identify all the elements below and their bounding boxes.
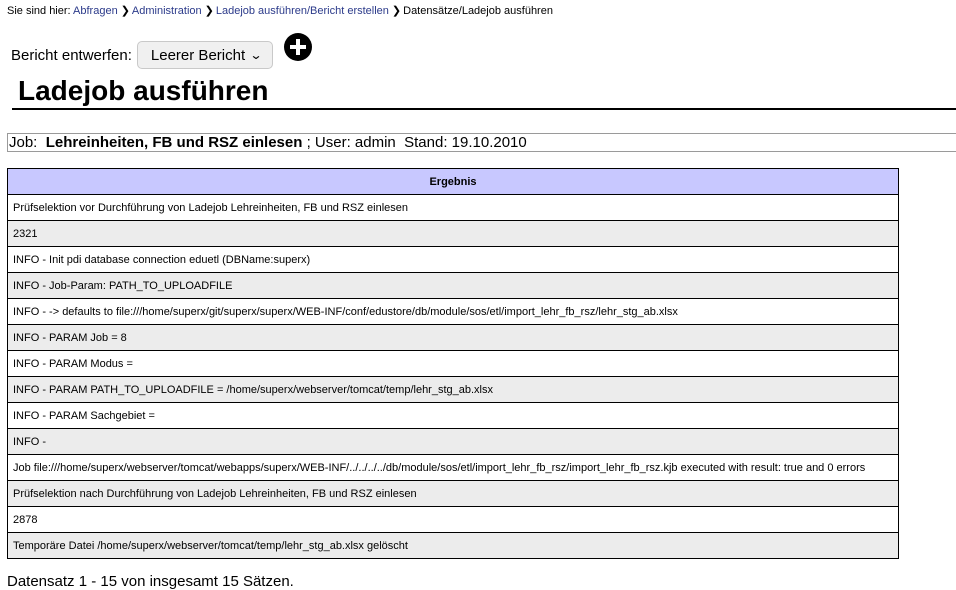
table-row [8,273,899,299]
chevron-right-icon: ❯ [204,5,214,17]
table-cell: INFO - [8,429,899,455]
table-row [8,247,899,273]
table-cell: INFO - PARAM Modus = [8,351,899,377]
table-cell: INFO - PARAM Job = 8 [8,325,899,351]
report-designer-label: Bericht entwerfen: [11,46,132,64]
table-row [8,481,899,507]
job-name: Lehreinheiten, FB und RSZ einlesen [45,134,303,151]
job-prefix: Job: [9,134,38,151]
table-cell: Job file:///home/superx/webserver/tomcat/webapps/superx/WEB-INF/../../../../db/module/sos/etl/import_lehr_fb_rsz/import_lehr_fb_rsz.kjb executed with result: true and 0 errors [8,455,899,481]
table-row [8,507,899,533]
table-row [8,455,899,481]
report-designer-row [11,40,273,70]
breadcrumb-current: Datensätze/Ladejob ausführen [403,5,553,17]
table-row [8,325,899,351]
table-header-row [8,169,899,195]
breadcrumb-link-abfragen[interactable]: Abfragen [73,5,118,17]
table-cell: Prüfselektion vor Durchführung von Ladejob Lehreinheiten, FB und RSZ einlesen [8,195,899,221]
table-row [8,533,899,559]
report-select-button[interactable] [137,41,273,69]
job-user: ; User: admin [306,134,396,151]
column-header-ergebnis: Ergebnis [8,169,899,195]
page-title: Ladejob ausführen [12,74,956,110]
table-row [8,299,899,325]
table-cell: Prüfselektion nach Durchführung von Ladejob Lehreinheiten, FB und RSZ einlesen [8,481,899,507]
table-cell: INFO - Init pdi database connection eduetl (DBName:superx) [8,247,899,273]
breadcrumb-prefix: Sie sind hier: [7,5,71,17]
table-cell: 2321 [8,221,899,247]
job-info [7,133,956,152]
table-row [8,429,899,455]
report-select-label: Leerer Bericht [150,46,246,64]
table-row [8,403,899,429]
breadcrumb-link-ladejob[interactable]: Ladejob ausführen/Bericht erstellen [215,5,389,17]
job-stand: Stand: 19.10.2010 [404,134,527,151]
table-cell: INFO - PARAM Sachgebiet = [8,403,899,429]
table-row [8,377,899,403]
table-row [8,351,899,377]
chevron-right-icon: ❯ [120,5,130,17]
breadcrumb-link-administration[interactable]: Administration [131,5,202,17]
chevron-down-icon: ⌄ [249,48,263,62]
add-report-icon[interactable] [284,33,312,61]
table-cell: INFO - Job-Param: PATH_TO_UPLOADFILE [8,273,899,299]
table-row [8,195,899,221]
table-cell: Temporäre Datei /home/superx/webserver/tomcat/temp/lehr_stg_ab.xlsx gelöscht [8,533,899,559]
chevron-right-icon: ❯ [391,5,402,17]
result-table [7,168,899,559]
breadcrumb [7,5,553,18]
table-row [8,221,899,247]
table-cell: 2878 [8,507,899,533]
table-cell: INFO - -> defaults to file:///home/superx/git/superx/superx/WEB-INF/conf/edustore/db/module/sos/etl/import_lehr_fb_rsz/lehr_stg_ab.xlsx [8,299,899,325]
record-count: Datensatz 1 - 15 von insgesamt 15 Sätzen. [7,573,294,590]
table-cell: INFO - PARAM PATH_TO_UPLOADFILE = /home/superx/webserver/tomcat/temp/lehr_stg_ab.xlsx [8,377,899,403]
